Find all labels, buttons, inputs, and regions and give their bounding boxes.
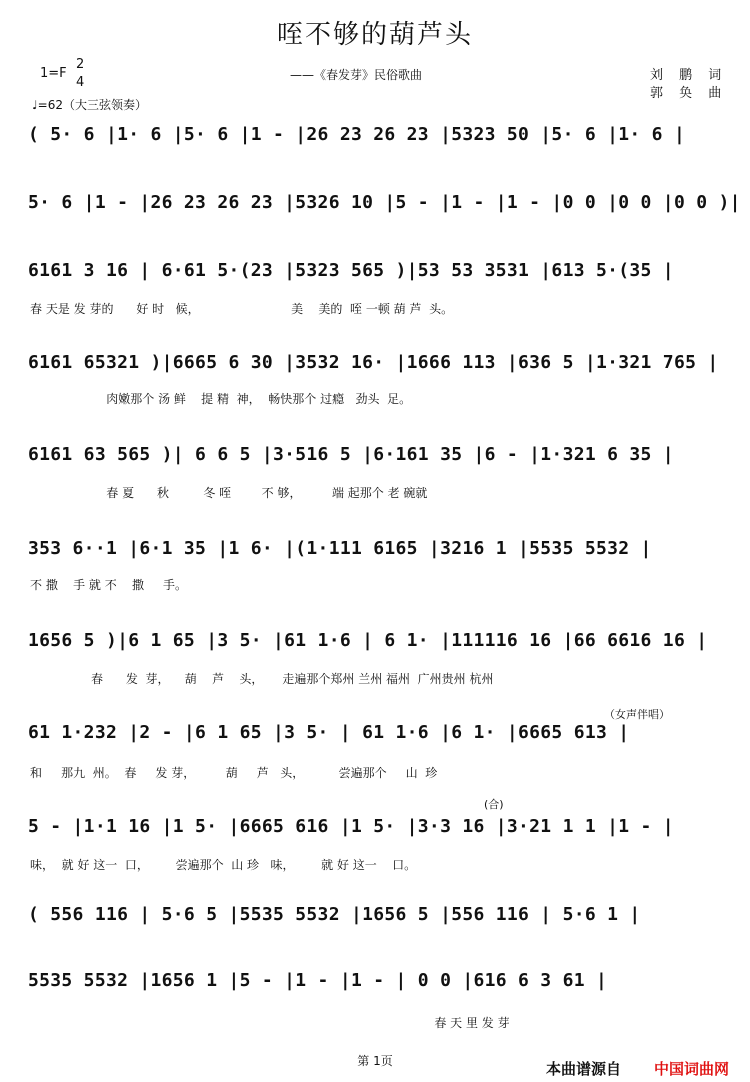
tempo-marking: ♩=62（大三弦领奏） — [32, 98, 147, 112]
song-title: 咥不够的葫芦头 — [276, 20, 473, 50]
lyric-line-6: 和 那九 州。 春 发 芽， 葫 芦 头， 尝遍那个 山 珍 — [30, 766, 438, 780]
female-chorus-note: （女声伴唱） — [604, 708, 670, 721]
lyric-line-4: 不 撒 手 就 不 撒 手。 — [30, 578, 188, 592]
score-row-2: 5· 6 |1 - |26 23 26 23 |5326 10 |5 - |1 - |1 - |0 0 |0 0 |0 0 )| — [28, 192, 741, 213]
score-row-10: ( 556 116 | 5·6 5 |5535 5532 |1656 5 |556 116 | 5·6 1 | — [28, 904, 641, 925]
lyric-line-7: 味， 就 好 这一 口， 尝遍那个 山 珍 味， 就 好 这一 口。 — [30, 858, 417, 872]
site-link[interactable]: 中国词曲网 — [654, 1060, 730, 1078]
lyricist-credit: 刘 鹏 词 — [650, 68, 728, 83]
source-label: 本曲谱源自 — [546, 1060, 622, 1078]
score-row-7: 1656 5 )|6 1 65 |3 5· |61 1·6 | 6 1· |111116 16 |66 6616 16 | — [28, 630, 708, 651]
lyric-line-5: 春 发 芽， 葫 芦 头， 走遍那个郑州 兰州 福州 广州贵州 杭州 — [30, 672, 494, 686]
composer-credit: 郭 奂 曲 — [650, 86, 728, 101]
score-row-6: 353 6··1 |6·1 35 |1 6· |(1·111 6165 |3216 1 |5535 5532 | — [28, 538, 652, 559]
page-number: 第 1页 — [357, 1054, 393, 1068]
score-row-11: 5535 5532 |1656 1 |5 - |1 - |1 - | 0 0 |616 6 3 61 | — [28, 970, 608, 991]
tutti-note: (合) — [484, 798, 504, 811]
score-row-8: 61 1·232 |2 - |6 1 65 |3 5· | 61 1·6 |6 1· |6665 613 | — [28, 722, 630, 743]
score-row-1: ( 5· 6 |1· 6 |5· 6 |1 - |26 23 26 23 |5323 50 |5· 6 |1· 6 | — [28, 124, 686, 145]
key-signature: 1=F — [40, 66, 67, 81]
lyric-line-8: 春 天 里 发 芽 — [30, 1016, 510, 1030]
score-row-9: 5 - |1·1 16 |1 5· |6665 616 |1 5· |3·3 16 |3·21 1 1 |1 - | — [28, 816, 674, 837]
lyric-line-3: 春 夏 秋 冬 咥 不 够， 端 起那个 老 碗就 — [30, 486, 428, 500]
score-row-5: 6161 63 565 )| 6 6 5 |3·516 5 |6·161 35 |6 - |1·321 6 35 | — [28, 444, 674, 465]
song-subtitle: ——《春发芽》民俗歌曲 — [290, 68, 423, 82]
lyric-line-1: 春 天是 发 芽的 好 时 候， 美 美的 咥 一顿 葫 芦 头。 — [30, 302, 454, 316]
time-bottom: 4 — [76, 75, 85, 90]
score-row-3: 6161 3 16 | 6·61 5·(23 |5323 565 )|53 53 3531 |613 5·(35 | — [28, 260, 674, 281]
time-top: 2 — [76, 57, 85, 72]
time-signature — [76, 56, 84, 92]
score-row-4: 6161 65321 )|6665 6 30 |3532 16· |1666 113 |636 5 |1·321 765 | — [28, 352, 719, 373]
lyric-line-2: 肉嫩那个 汤 鲜 提 精 神， 畅快那个 过瘾 劲头 足。 — [30, 392, 412, 406]
